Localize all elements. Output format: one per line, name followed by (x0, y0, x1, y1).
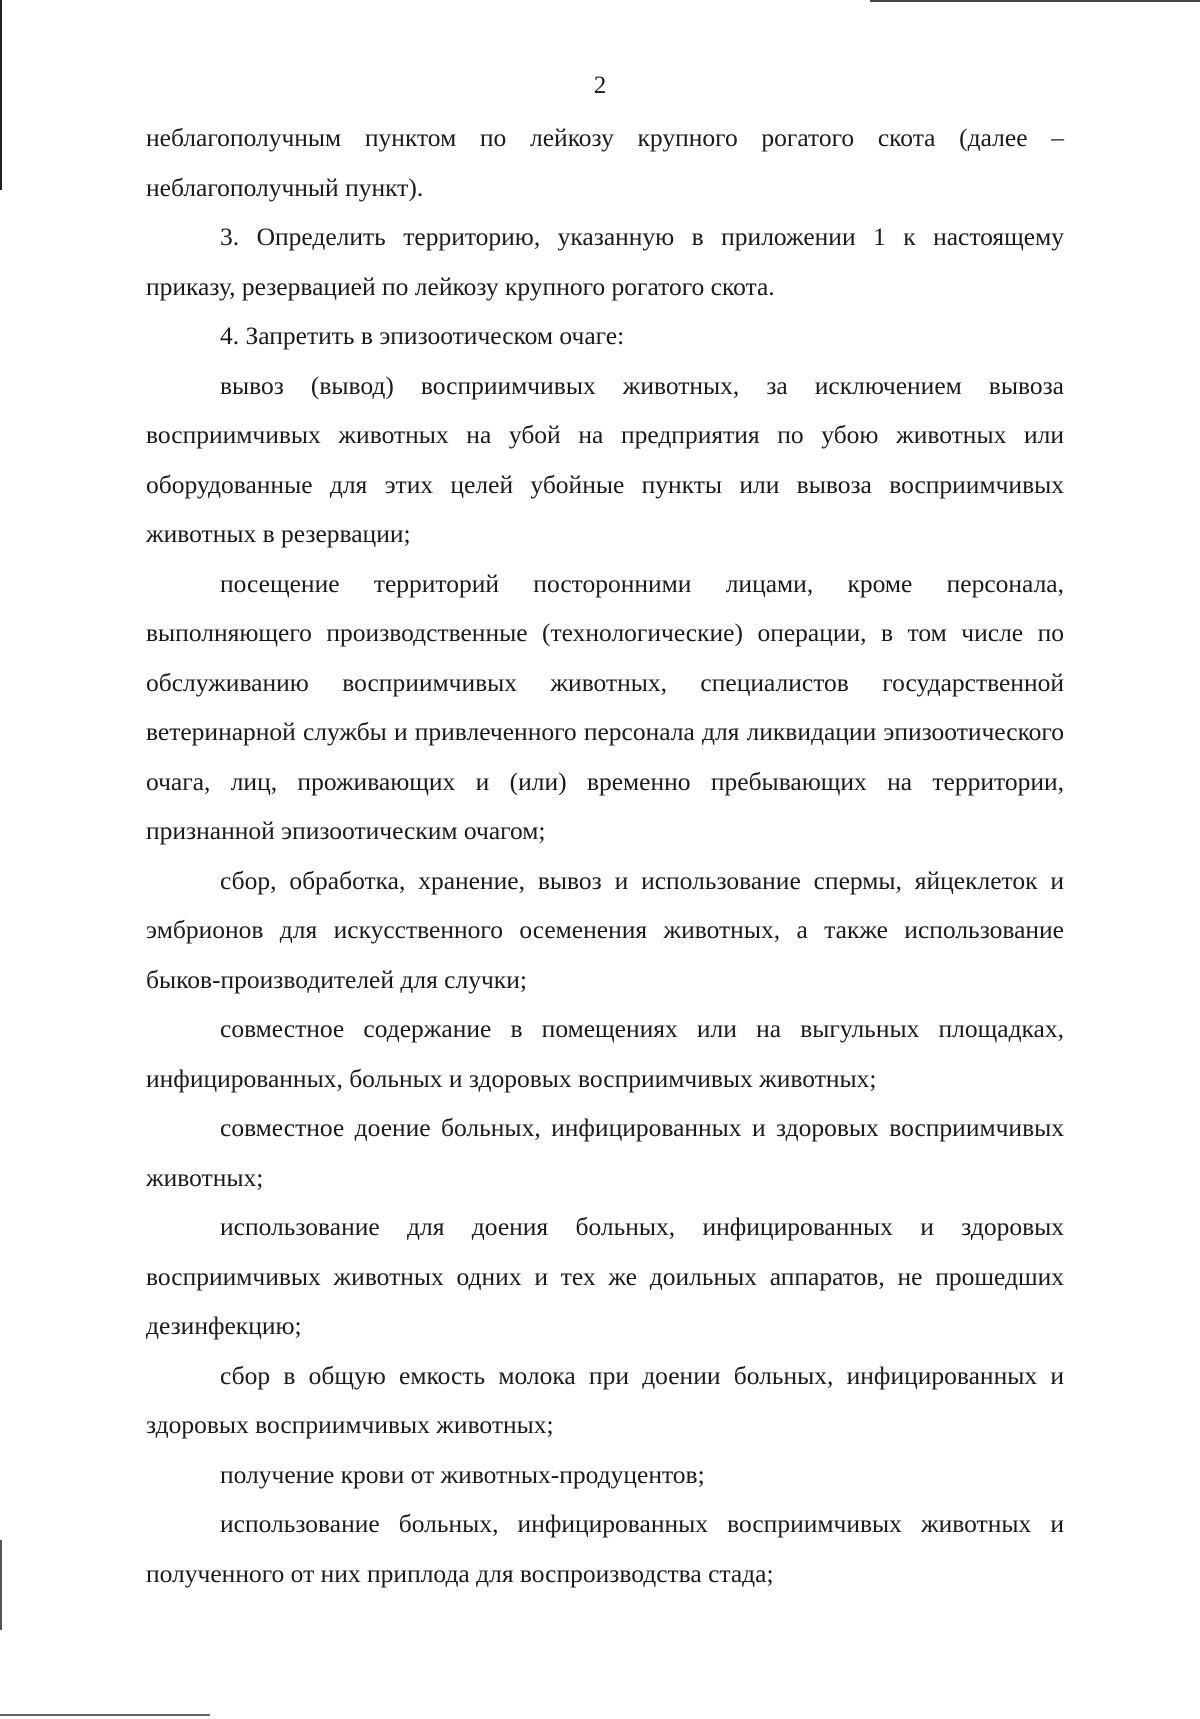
scan-edge-left-bottom (0, 1540, 2, 1630)
paragraph-continuation: неблагополучным пунктом по лейкозу крупного рогатого скота (далее – неблагополучный пункт). (146, 123, 1064, 202)
document-body (146, 113, 1064, 1598)
paragraph-prohibition-visits: посещение территорий посторонними лицами, кроме персонала, выполняющего производственные (технологические) операции, в том числе по обслуживанию восприимчивых животных, специалистов государственной ветеринарной службы и привлеченного персонала для ликвидации эпизоотического очага, лиц, проживающих и (или) временно пребывающих на территории, признанной эпизоотическим очагом; (146, 568, 1064, 845)
paragraph-prohibition-milking: совместное доение больных, инфицированных и здоровых восприимчивых животных; (146, 1113, 1064, 1192)
paragraph-prohibition-export: вывоз (вывод) восприимчивых животных, за исключением вывоза восприимчивых животных на убой на предприятия по убою животных или оборудованные для этих целей убойные пункты или вывоза восприимчивых животных в резервации; (146, 370, 1064, 548)
paragraph-prohibition-apparatus: использование для доения больных, инфицированных и здоровых восприимчивых животных одних и тех же доильных аппаратов, не прошедших дезинфекцию; (146, 1212, 1064, 1340)
paragraph-item-4: 4. Запретить в эпизоотическом очаге: (220, 321, 625, 350)
paragraph-item-3: 3. Определить территорию, указанную в приложении 1 к настоящему приказу, резервацией по лейкозу крупного рогатого скота. (146, 222, 1064, 301)
paragraph-prohibition-breeding: использование больных, инфицированных восприимчивых животных и полученного от них приплода для воспроизводства стада; (146, 1509, 1064, 1588)
scan-edge-top (870, 0, 1200, 2)
page-number: 2 (593, 72, 607, 99)
paragraph-prohibition-keeping: совместное содержание в помещениях или на выгульных площадках, инфицированных, больных и здоровых восприимчивых животных; (146, 1014, 1064, 1093)
scan-edge-bottom (0, 1714, 210, 1716)
paragraph-prohibition-blood: получение крови от животных-продуцентов; (220, 1459, 705, 1489)
paragraph-prohibition-milk-collection: сбор в общую емкость молока при доении больных, инфицированных и здоровых восприимчивых животных; (146, 1360, 1064, 1439)
paragraph-prohibition-sperm: сбор, обработка, хранение, вывоз и использование спермы, яйцеклеток и эмбрионов для искусственного осеменения животных, а также использование быков-производителей для случки; (146, 865, 1064, 994)
